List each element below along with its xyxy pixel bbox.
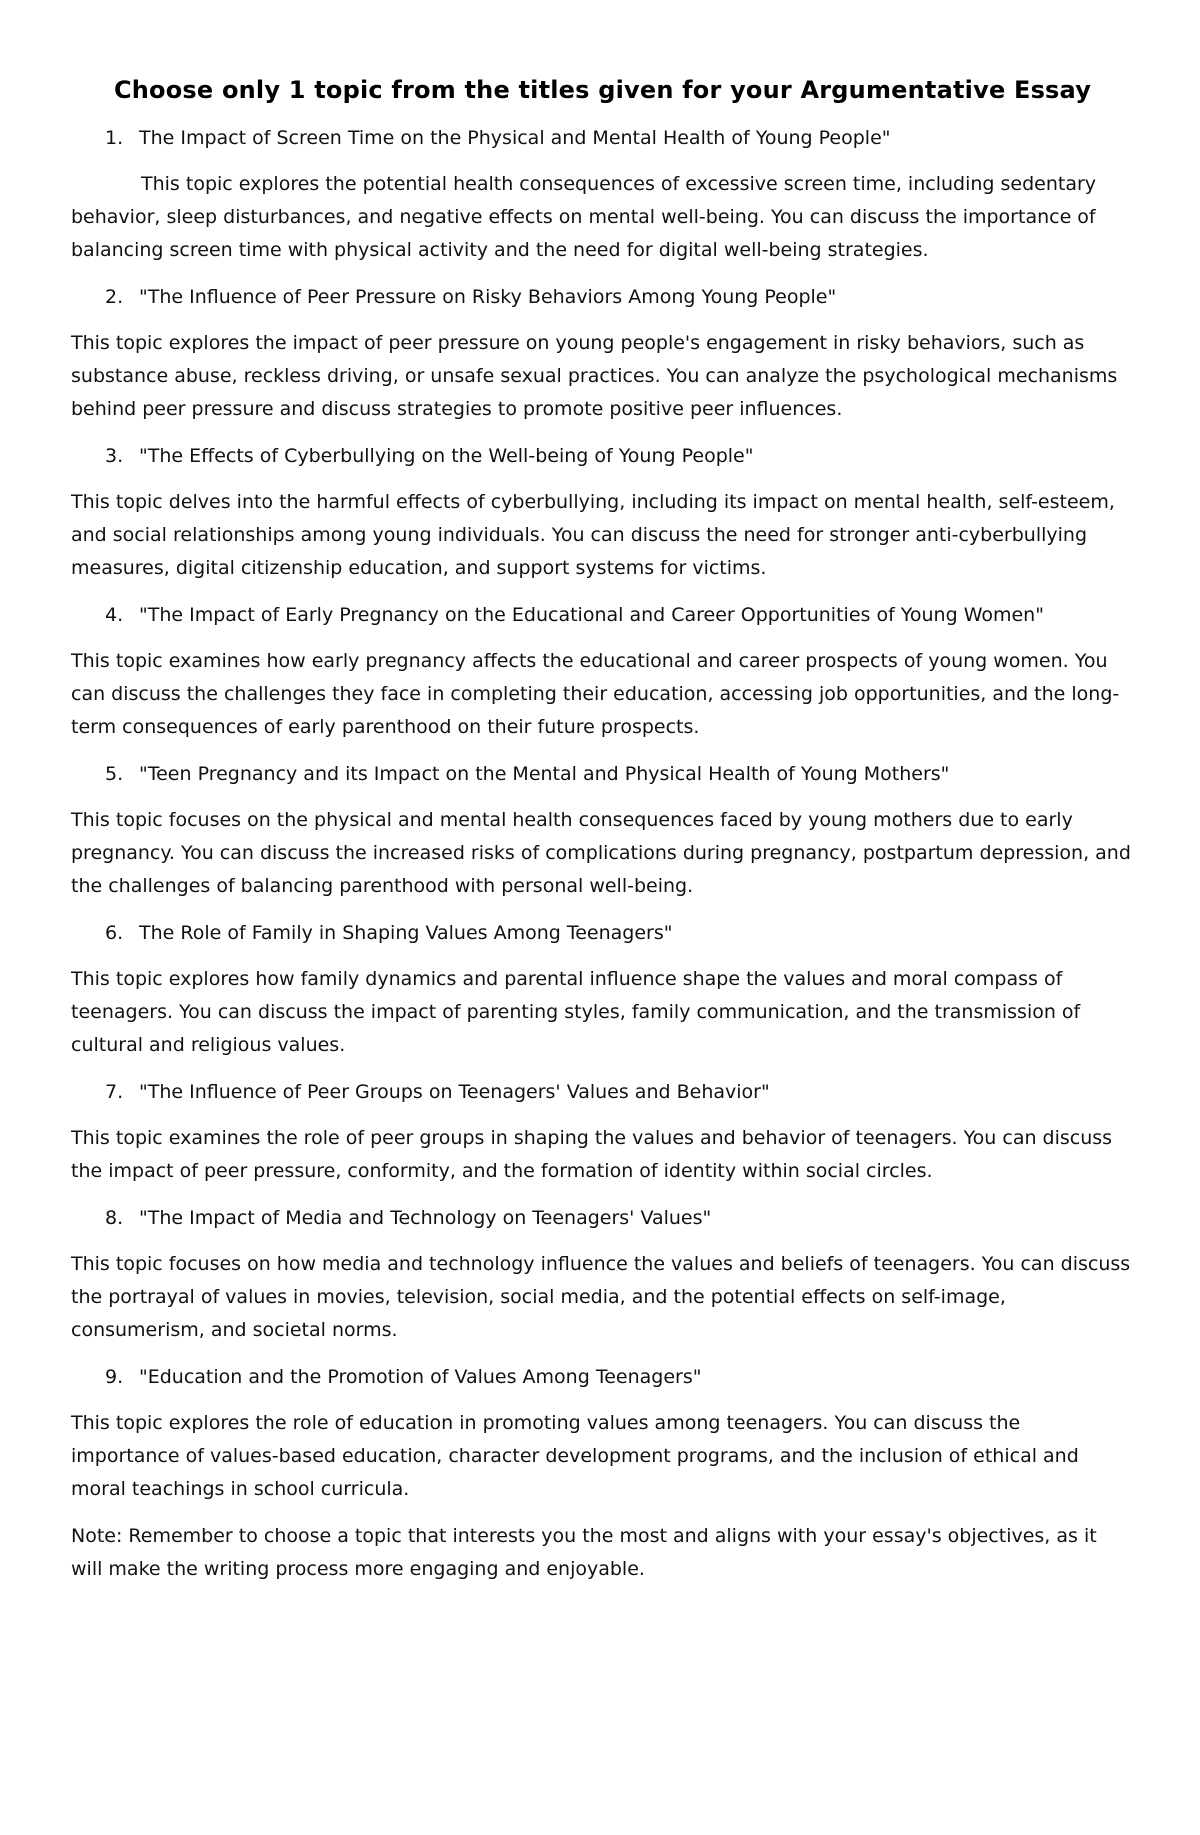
closing-note: Note: Remember to choose a topic that interests you the most and aligns with your essay's objectives, as it will make the writing process more engaging and enjoyable. [71, 1525, 1097, 1580]
document-title: Choose only 1 topic from the titles given for your Argumentative Essay [113, 76, 1092, 104]
topic-title: "Education and the Promotion of Values Among Teenagers" [139, 1366, 702, 1388]
topic-description: This topic focuses on how media and technology influence the values and beliefs of teenagers. You can discuss the portrayal of values in movies, television, social media, and the potential effects on self-image, consumerism, and societal norms. [71, 1253, 1131, 1341]
topic-heading [71, 122, 1134, 154]
topic-item-6 [71, 917, 1134, 1062]
topic-item-1 [71, 122, 1134, 267]
topic-description: This topic explores the role of education in promoting values among teenagers. You can discuss the importance of values-based education, character development programs, and the inclusion of ethical and moral teachings in school curricula. [71, 1412, 1079, 1500]
topic-number: 8. [105, 1207, 124, 1229]
topic-heading [71, 440, 1134, 472]
topic-heading [71, 1076, 1134, 1108]
topic-number: 2. [105, 286, 124, 308]
topic-title: "The Influence of Peer Groups on Teenagers' Values and Behavior" [139, 1081, 770, 1103]
topic-heading [71, 599, 1134, 631]
topic-number: 4. [105, 604, 124, 626]
topic-heading [71, 917, 1134, 949]
topic-title: "The Influence of Peer Pressure on Risky Behaviors Among Young People" [139, 286, 837, 308]
topic-title: "Teen Pregnancy and its Impact on the Mental and Physical Health of Young Mothers" [139, 763, 950, 785]
topic-heading [71, 1202, 1134, 1234]
topic-item-2 [71, 281, 1134, 426]
topic-description: This topic explores the potential health consequences of excessive screen time, including sedentary behavior, sleep disturbances, and negative effects on mental well-being. You can discuss the importance of balancing screen time with physical activity and the need for digital well-being strategies. [71, 173, 1097, 261]
topic-number: 1. [105, 127, 124, 149]
topic-title: The Impact of Screen Time on the Physical and Mental Health of Young People" [139, 127, 891, 149]
topic-number: 6. [105, 922, 124, 944]
topic-description: This topic explores how family dynamics and parental influence shape the values and moral compass of teenagers. You can discuss the impact of parenting styles, family communication, and the transmission of cultural and religious values. [71, 968, 1081, 1056]
topic-heading [71, 1361, 1134, 1393]
topic-description: This topic delves into the harmful effects of cyberbullying, including its impact on mental health, self-esteem, and social relationships among young individuals. You can discuss the need for stronger anti-cyberbullying measures, digital citizenship education, and support systems for victims. [71, 491, 1115, 579]
topic-title: The Role of Family in Shaping Values Among Teenagers" [139, 922, 673, 944]
topic-description: This topic examines how early pregnancy affects the educational and career prospects of young women. You can discuss the challenges they face in completing their education, accessing job opportunities, and the long-term consequences of early parenthood on their future prospects. [71, 650, 1120, 738]
topic-title: "The Impact of Early Pregnancy on the Educational and Career Opportunities of Young Women" [139, 604, 1044, 626]
topic-title: "The Impact of Media and Technology on Teenagers' Values" [139, 1207, 712, 1229]
topic-heading [71, 281, 1134, 313]
topic-number: 9. [105, 1366, 124, 1388]
topic-description: This topic focuses on the physical and mental health consequences faced by young mothers due to early pregnancy. You can discuss the increased risks of complications during pregnancy, postpartum depression, and the challenges of balancing parenthood with personal well-being. [71, 809, 1131, 897]
topic-number: 7. [105, 1081, 124, 1103]
topic-item-7 [71, 1076, 1134, 1188]
topic-description: This topic examines the role of peer groups in shaping the values and behavior of teenagers. You can discuss the impact of peer pressure, conformity, and the formation of identity within social circles. [71, 1127, 1113, 1182]
topic-title: "The Effects of Cyberbullying on the Well-being of Young People" [139, 445, 754, 467]
topic-description: This topic explores the impact of peer pressure on young people's engagement in risky behaviors, such as substance abuse, reckless driving, or unsafe sexual practices. You can analyze the psychological mechanisms behind peer pressure and discuss strategies to promote positive peer influences. [71, 332, 1118, 420]
topic-item-9 [71, 1361, 1134, 1506]
document-page [71, 70, 1134, 1586]
topic-item-3 [71, 440, 1134, 585]
topic-number: 3. [105, 445, 124, 467]
topic-item-8 [71, 1202, 1134, 1347]
topic-item-5 [71, 758, 1134, 903]
topic-heading [71, 758, 1134, 790]
topic-number: 5. [105, 763, 124, 785]
topic-item-4 [71, 599, 1134, 744]
